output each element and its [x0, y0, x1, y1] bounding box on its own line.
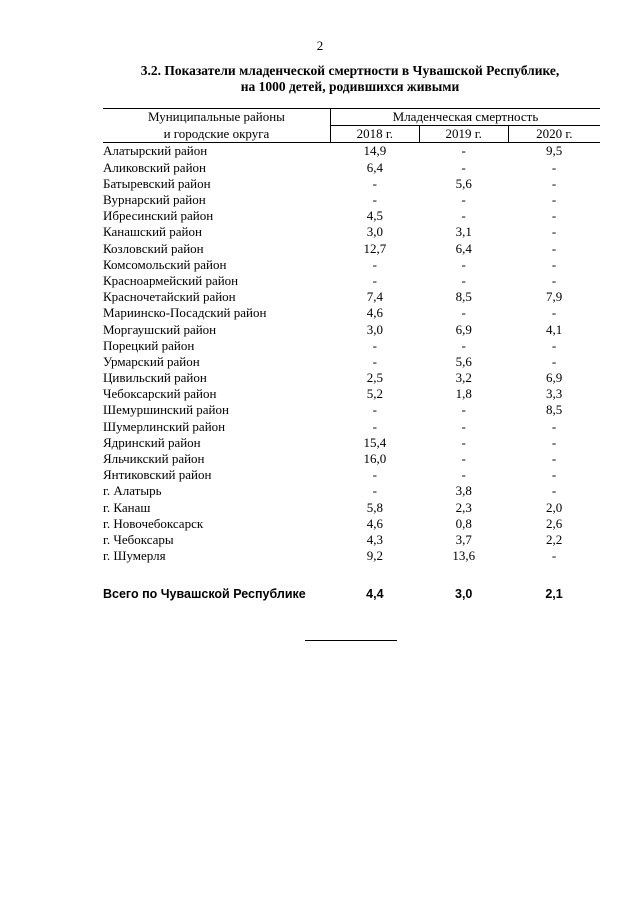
value-2019: - [461, 402, 466, 418]
value-2018: - [372, 483, 377, 499]
value-2018: 5,8 [366, 499, 383, 515]
footer-divider [305, 640, 397, 641]
table-row [103, 435, 600, 451]
district-name: Аликовский район [103, 159, 206, 175]
value-2020: 2,2 [545, 531, 563, 547]
district-name: Урмарский район [103, 353, 200, 369]
table-row [103, 532, 600, 548]
value-2019: 5,6 [455, 175, 472, 191]
value-2020: 2,6 [545, 515, 563, 531]
value-2020: - [551, 451, 557, 467]
header-district-line-1: Муниципальные районы [103, 109, 330, 126]
value-2019: - [461, 451, 466, 467]
district-name: г. Алатырь [103, 483, 162, 499]
title-line-2: на 1000 детей, родившихся живыми [240, 79, 460, 94]
value-2019: 8,5 [455, 289, 472, 305]
total-value-2020: 2,1 [545, 587, 563, 602]
header-year-2019: 2019 г. [419, 126, 508, 143]
value-2020: - [551, 159, 557, 175]
value-2018: 3,0 [366, 224, 383, 240]
value-2018: 14,9 [363, 143, 387, 159]
value-2020: 3,3 [545, 386, 563, 402]
total-value-2019: 3,0 [455, 587, 473, 602]
value-2019: - [461, 208, 466, 224]
value-2020: - [551, 548, 557, 564]
value-2018: - [372, 272, 377, 288]
title-line-1: 3.2. Показатели младенческой смертности в Чувашской Республике, [140, 63, 560, 78]
district-name: г. Шумерля [103, 548, 166, 564]
value-2018: - [372, 175, 377, 191]
value-2020: - [551, 434, 557, 450]
document-title [100, 63, 600, 95]
district-name: Батыревский район [103, 175, 211, 191]
value-2019: - [461, 337, 466, 353]
value-2019: 3,1 [455, 224, 472, 240]
value-2020: 8,5 [545, 402, 563, 418]
district-name: Чебоксарский район [103, 386, 217, 402]
value-2019: - [461, 467, 466, 483]
value-2018: 4,3 [366, 531, 383, 547]
value-2020: 7,9 [545, 289, 563, 305]
value-2018: 4,6 [366, 305, 383, 321]
value-2020: - [551, 337, 557, 353]
table-row [103, 402, 600, 418]
district-name: Ядринский район [103, 434, 201, 450]
table-row [103, 370, 600, 386]
value-2018: 3,0 [366, 321, 383, 337]
value-2020: - [551, 175, 557, 191]
value-2018: - [372, 353, 377, 369]
district-name: Янтиковский район [103, 467, 212, 483]
district-name: Яльчикский район [103, 451, 205, 467]
table-row [103, 467, 600, 483]
district-name: Комсомольский район [103, 256, 227, 272]
district-name: Порецкий район [103, 337, 195, 353]
value-2019: 3,2 [455, 370, 472, 386]
total-label: Всего по Чувашской Республике [103, 587, 306, 602]
table-row [103, 483, 600, 499]
value-2018: 12,7 [363, 240, 387, 256]
value-2018: 5,2 [366, 386, 383, 402]
value-2019: - [461, 272, 466, 288]
value-2019: 1,8 [455, 386, 472, 402]
value-2019: 5,6 [455, 353, 472, 369]
table-body [103, 143, 600, 603]
value-2018: 2,5 [366, 370, 383, 386]
district-name: Козловский район [103, 240, 204, 256]
table-row [103, 224, 600, 240]
table-row [103, 305, 600, 321]
spacer-row [103, 564, 600, 586]
value-2020: - [551, 224, 557, 240]
table-row [103, 241, 600, 257]
total-row [103, 586, 600, 602]
table-row [103, 386, 600, 402]
value-2019: - [461, 159, 466, 175]
header-district-line-2: и городские округа [103, 126, 330, 143]
district-name: Мариинско-Посадский район [103, 305, 267, 321]
table-row [103, 321, 600, 337]
value-2018: 16,0 [363, 451, 387, 467]
district-name: Шумерлинский район [103, 418, 226, 434]
value-2020: - [551, 240, 557, 256]
value-2019: - [461, 434, 466, 450]
value-2020: - [551, 353, 557, 369]
value-2018: 4,6 [366, 515, 383, 531]
district-name: г. Чебоксары [103, 531, 174, 547]
table-row [103, 419, 600, 435]
value-2019: 3,7 [455, 531, 472, 547]
value-2020: - [551, 483, 557, 499]
header-year-2018: 2018 г. [330, 126, 419, 143]
table-row [103, 208, 600, 224]
value-2020: 2,0 [545, 499, 563, 515]
value-2018: 15,4 [363, 434, 387, 450]
value-2018: 7,4 [366, 289, 383, 305]
district-name: Красноармейский район [103, 272, 239, 288]
value-2019: 2,3 [455, 499, 472, 515]
value-2018: - [372, 192, 377, 208]
value-2019: - [461, 305, 466, 321]
table-row [103, 354, 600, 370]
district-name: Цивильский район [103, 370, 207, 386]
value-2019: 3,8 [455, 483, 472, 499]
value-2019: 6,4 [455, 240, 472, 256]
value-2018: - [372, 337, 377, 353]
value-2018: 4,5 [366, 208, 383, 224]
infant-mortality-table [103, 108, 600, 602]
value-2020: - [551, 305, 557, 321]
district-name: Моргаушский район [103, 321, 217, 337]
district-name: Красночетайский район [103, 289, 236, 305]
district-name: Шемуршинский район [103, 402, 229, 418]
value-2018: - [372, 467, 377, 483]
table-row [103, 338, 600, 354]
table-row [103, 273, 600, 289]
total-value-2018: 4,4 [366, 587, 384, 602]
value-2020: 6,9 [545, 370, 563, 386]
page-number: 2 [316, 38, 324, 53]
value-2019: 0,8 [455, 515, 472, 531]
value-2020: 9,5 [545, 143, 563, 159]
table-row [103, 257, 600, 273]
district-name: Канашский район [103, 224, 202, 240]
district-name: Вурнарский район [103, 192, 206, 208]
header-year-2020: 2020 г. [508, 126, 600, 143]
district-name: г. Новочебоксарск [103, 515, 204, 531]
value-2018: - [372, 256, 377, 272]
value-2018: 6,4 [366, 159, 383, 175]
value-2020: 4,1 [545, 321, 563, 337]
district-name: Алатырский район [103, 143, 208, 159]
value-2020: - [551, 418, 557, 434]
value-2020: - [551, 256, 557, 272]
district-name: Ибресинский район [103, 208, 214, 224]
district-name: г. Канаш [103, 499, 151, 515]
table-row [103, 160, 600, 176]
value-2019: - [461, 256, 466, 272]
table-row [103, 516, 600, 532]
value-2018: - [372, 402, 377, 418]
value-2019: - [461, 418, 466, 434]
value-2020: - [551, 208, 557, 224]
value-2019: - [461, 143, 466, 159]
table-row [103, 176, 600, 192]
table-row [103, 548, 600, 564]
header-group: Младенческая смертность [330, 109, 600, 126]
value-2020: - [551, 272, 557, 288]
value-2018: - [372, 418, 377, 434]
table-row [103, 500, 600, 516]
value-2018: 9,2 [366, 548, 383, 564]
table-row [103, 451, 600, 467]
value-2019: 6,9 [455, 321, 472, 337]
value-2020: - [551, 192, 557, 208]
table-row [103, 143, 600, 160]
value-2020: - [551, 467, 557, 483]
table-row [103, 289, 600, 305]
value-2019: - [461, 192, 466, 208]
table-row [103, 192, 600, 208]
value-2019: 13,6 [452, 548, 476, 564]
